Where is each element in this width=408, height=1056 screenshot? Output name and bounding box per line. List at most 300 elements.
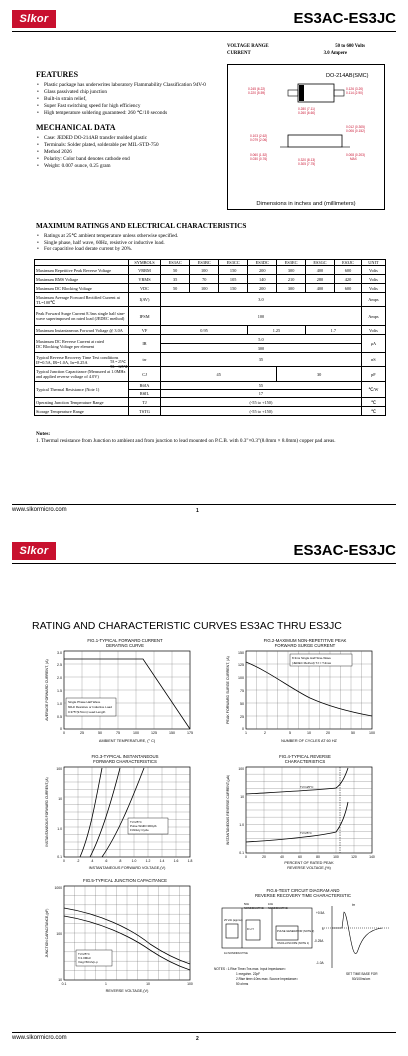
current-value: 3.0 Ampere — [323, 51, 347, 56]
table-cell: 1.25 — [248, 326, 306, 335]
tick-label: 25 — [80, 731, 84, 735]
fig3-xlabel: INSTANTANEOUS FORWARD VOLTAGE,(V) — [88, 866, 166, 870]
list-item: • Method 2026 — [36, 149, 221, 156]
table-cell: Amps — [361, 293, 385, 307]
table-cell: Volts — [361, 326, 385, 335]
part-label: 25 Vdc (approx) — [224, 919, 243, 922]
table-cell: 100 — [190, 284, 219, 293]
tick-label: 1 — [105, 982, 107, 986]
dim-label: 0.012 (0.305) — [346, 125, 365, 129]
tick-label: 1.4 — [159, 859, 165, 863]
list-item: • Ratings at 25℃ ambient temperature unless otherwise specified. — [36, 233, 386, 240]
tick-label: 0.1 — [239, 851, 244, 855]
table-cell: trr — [129, 353, 161, 367]
table-cell: Typical Thermal Resistance (Note 1) — [35, 382, 129, 398]
table-cell: 200 — [248, 266, 277, 275]
table-cell: ℃ — [361, 407, 385, 416]
tick-label: 40 — [280, 855, 284, 859]
table-cell: nS — [361, 353, 385, 367]
brand-logo: Slkor — [12, 542, 56, 560]
table-cell: 400 — [305, 284, 334, 293]
footer-url[interactable]: www.slkormicro.com — [12, 1035, 67, 1041]
page-footer — [12, 1032, 396, 1046]
legend-entry: TJ=25°C — [78, 952, 90, 956]
table-cell: TSTG — [129, 407, 161, 416]
table-cell: 50 — [161, 266, 190, 275]
tick-label: 150 — [169, 731, 175, 735]
tick-label: 50 — [351, 731, 355, 735]
tick-label: 3.0 — [57, 651, 62, 655]
fig5-title: FIG.5-TYPICAL JUNCTION CAPACITANCE — [83, 878, 167, 883]
tick-label: 2 — [264, 731, 266, 735]
table-row — [35, 284, 386, 293]
fig5-yticks — [54, 886, 62, 982]
table-cell: 300 — [277, 266, 305, 275]
table-row — [35, 382, 386, 390]
table-cell: RθJL — [129, 390, 161, 398]
tick-label: 100 — [56, 767, 62, 771]
dim-label: 0.103 (2.62) — [250, 134, 268, 138]
level-label: 0 — [322, 927, 324, 931]
legend-entry: 60Hz Resistive or Inductive Load — [68, 705, 112, 709]
table-cell: 150 — [219, 284, 248, 293]
tick-label: 1.0 — [57, 827, 62, 831]
page-header — [12, 10, 396, 32]
list-item: • Super Fast switching speed for high efficiency — [36, 103, 221, 110]
legend-entry: Vsig=50mVp-p — [78, 960, 98, 964]
table-cell: 600 — [335, 266, 362, 275]
table-cell: 100 — [161, 307, 362, 326]
fig1-plot — [40, 638, 210, 748]
fig5-plot — [40, 878, 210, 996]
table-row — [35, 293, 386, 307]
table-cell: 600 — [335, 284, 362, 293]
dim-label: 0.126 (3.20) — [346, 87, 364, 91]
tick-label: 1 — [245, 731, 247, 735]
page-number: 1 — [196, 508, 199, 514]
tick-label: 20 — [262, 855, 266, 859]
legend-entry: f=1.0MHz — [78, 956, 91, 960]
fig1-subtitle: DERATING CURVE — [105, 643, 145, 648]
footer-url[interactable]: www.slkormicro.com — [12, 507, 67, 513]
fig6-waveform — [322, 906, 390, 968]
table-cell: pF — [361, 367, 385, 382]
table-cell: ℃/W — [361, 382, 385, 398]
set-time-label: SET TIME BASE FOR — [346, 972, 378, 976]
table-cell: Maximum Average Forward Rectified Current at TL=100℃ — [35, 293, 129, 307]
package-caption: Dimensions in inches and (millimeters) — [256, 201, 356, 207]
ratings-section — [36, 222, 386, 253]
curve-label: TJ=125°C — [300, 785, 314, 789]
tick-label: 125 — [238, 663, 244, 667]
list-item: • Glass passivated chip junction — [36, 89, 221, 96]
table-cell: 70 — [190, 275, 219, 284]
tick-label: 2.0 — [57, 676, 62, 680]
tick-label: .2 — [76, 859, 80, 863]
tick-label: 1.5 — [57, 689, 62, 693]
list-item: • Terminals: Solder plated, solderable per MIL-STD-750 — [36, 142, 221, 149]
table-header: ES3GC — [305, 260, 334, 266]
fig2-xticks — [245, 731, 375, 735]
tick-label: 0 — [60, 727, 62, 731]
part-label: D.U.T. — [247, 928, 255, 931]
note-line: 50 ohms — [236, 982, 249, 986]
level-label: -1.0A — [316, 961, 324, 965]
table-cell: 0.95 — [161, 326, 248, 335]
page-title: ES3AC-ES3JC — [293, 10, 396, 27]
tick-label: 175 — [187, 731, 193, 735]
table-cell: (-55 to +150) — [161, 398, 362, 407]
dim-label: 0.320 (8.13) — [298, 158, 316, 162]
list-item: • Plastic package has underwrites laboratory Flammability Classification 94V-0 — [36, 82, 221, 89]
table-cell: Operating Junction Temperature Range — [35, 398, 129, 407]
fig1-xlabel: AMBIENT TEMPERATURE, (° C) — [98, 739, 156, 743]
table-cell: TJ — [129, 398, 161, 407]
fig5-ylabel: JUNCTION CAPACITANCE,(pF) — [45, 908, 49, 958]
table-cell: 45 — [161, 367, 277, 382]
table-cell: 35 — [161, 353, 362, 367]
table-cell: Volts — [361, 284, 385, 293]
legend-entry: 8.3ms Single Half Sine-Wave — [292, 656, 331, 660]
legend-entry: 1%Duty Cycle — [130, 828, 149, 832]
page-number: 2 — [196, 1036, 199, 1042]
fig4-xlabel: PERCENT OF RATED PEAK — [284, 861, 334, 865]
list-item: • Polarity: Color band denotes cathode end — [36, 156, 221, 163]
fig5-xlabel: REVERSE VOLTAGE,(V) — [105, 989, 149, 993]
fig1-title: FIG.1-TYPICAL FORWARD CURRENT — [87, 638, 163, 643]
dim-label: 0.245 (6.22) — [248, 87, 266, 91]
table-cell: 105 — [219, 275, 248, 284]
table-cell: Maximum RMS Voltage — [35, 275, 129, 284]
fig1-ylabel: AVERAGE FORWARD CURRENT, (A) — [45, 659, 49, 721]
voltage-range-value: 50 to 600 Volts — [335, 44, 365, 49]
note-line: 1 megohm. 22pF — [236, 972, 261, 976]
note-1: 1. Thermal resistance from Junction to ambient and from junction to lead mounted on P.C.B. with 0.3"×0.3"(8.0mm × 8.0mm) copper pad areas. — [36, 438, 336, 444]
table-cell: 3.0 — [161, 293, 362, 307]
tick-label: 1.2 — [145, 859, 151, 863]
tick-label: 25 — [240, 715, 244, 719]
tick-label: 10 — [58, 978, 62, 982]
part-label: PULSE GENERATOR (NOTE 2) — [277, 930, 315, 933]
table-cell: (-55 to +150) — [161, 407, 362, 416]
table-cell: Peak Forward Surge Current 8.3ms single half sine-wave superimposed on rated load (JEDEC method) — [35, 307, 129, 326]
list-item: • For capacitive load derate current by 20%. — [36, 246, 386, 253]
table-cell: Maximum Instantaneous Forward Voltage @ 3.0A — [35, 326, 129, 335]
tick-label: 10 — [146, 982, 150, 986]
table-header: UNIT — [361, 260, 385, 266]
fig4-title: FIG.4-TYPICAL REVERSE — [279, 754, 331, 759]
table-cell: Storage Temperature Range — [35, 407, 129, 416]
table-cell: 1.7 — [305, 326, 361, 335]
table-row — [35, 326, 386, 335]
table-cell: 400 — [305, 266, 334, 275]
trr-label: trr — [352, 903, 356, 907]
legend-entry: (JEDEC Method) TJ = TJmax — [292, 661, 332, 665]
tick-label: 20 — [326, 731, 330, 735]
fig5-xticks — [62, 982, 193, 986]
dim-label: 0.260 (6.60) — [298, 111, 316, 115]
table-row — [35, 353, 386, 367]
part-label: 10Ω — [268, 903, 273, 906]
table-cell: 280 — [305, 275, 334, 284]
table-cell: VDC — [129, 284, 161, 293]
dim-label: 0.280 (7.11) — [298, 107, 315, 111]
fig4-subtitle: CHARACTERISTICS — [284, 759, 326, 764]
table-cell: IR — [129, 335, 161, 353]
curves-heading: RATING AND CHARACTERISTIC CURVES ES3AC THRU ES3JC — [32, 620, 342, 632]
ratings-heading: MAXIMUM RATINGS AND ELECTRICAL CHARACTERISTICS — [36, 222, 247, 230]
tick-label: 100 — [56, 932, 62, 936]
table-cell: Typical Junction Capacitance (Measured at 1.0MHz and applied reverse voltage of 4.0V) — [35, 367, 129, 382]
part-label: OSCILLOSCOPE (NOTE 1) — [277, 942, 310, 945]
curve-label: TJ=25°C — [300, 831, 312, 835]
table-row — [35, 407, 386, 416]
fig4-reverse-characteristics — [220, 754, 390, 874]
table-header: ES3EC — [277, 260, 305, 266]
table-cell: RθJA — [129, 382, 161, 390]
tick-label: .6 — [104, 859, 108, 863]
tick-label: 1.0 — [131, 859, 137, 863]
table-row — [35, 307, 386, 326]
tick-label: 80 — [316, 855, 320, 859]
table-cell: Volts — [361, 275, 385, 284]
tick-label: 100 — [238, 767, 244, 771]
brand-logo: Slkor — [12, 10, 56, 28]
table-cell: Amps — [361, 307, 385, 326]
table-cell: Maximum DC Blocking Voltage — [35, 284, 129, 293]
fig2-ylabel: PEAK FORWARD SURGE CURRENT, (A) — [226, 656, 230, 724]
table-row — [35, 367, 386, 382]
tick-label: 100 — [333, 855, 339, 859]
fig1-derating-curve — [40, 638, 210, 748]
table-cell: 200 — [248, 284, 277, 293]
table-cell: 300 — [277, 284, 305, 293]
page-title: ES3AC-ES3JC — [293, 542, 396, 559]
tick-label: 50 — [240, 702, 244, 706]
notes-heading: Notes: — [36, 431, 51, 437]
table-cell: ℃ — [361, 398, 385, 407]
table-cell: 55 — [161, 382, 362, 390]
list-item: • Built-in strain relief, — [36, 96, 221, 103]
spec-summary — [227, 44, 385, 58]
fig2-surge-current — [220, 638, 390, 748]
tick-label: 150 — [238, 651, 244, 655]
fig3-xticks — [63, 859, 192, 863]
tick-label: 10 — [240, 795, 244, 799]
table-row — [35, 398, 386, 407]
part-label: 1Ω NONINDUCTIVE — [224, 952, 248, 955]
package-name: DO-214AB(SMC) — [326, 73, 369, 79]
ir-conditions — [110, 360, 128, 370]
table-cell: 210 — [277, 275, 305, 284]
fig1-xticks — [63, 731, 193, 735]
fig3-ylabel: INSTANTANEOUS FORWARD CURRENT,(A) — [45, 777, 49, 847]
legend-entry: Single Phase Half Wave — [68, 700, 101, 704]
table-cell: 420 — [335, 275, 362, 284]
table-cell: 100 — [190, 266, 219, 275]
tick-label: .8 — [118, 859, 122, 863]
tick-label: 5 — [289, 731, 291, 735]
tick-label: 75 — [116, 731, 120, 735]
fig1-yticks — [57, 651, 62, 731]
table-header: ES3CC — [219, 260, 248, 266]
table-cell: IFSM — [129, 307, 161, 326]
ratings-notes — [36, 233, 386, 253]
tick-label: 0 — [63, 859, 65, 863]
page-header — [12, 542, 396, 564]
table-cell: VF — [129, 326, 161, 335]
list-item: • Case: JEDED DO-214AB transfer molded plastic — [36, 135, 221, 142]
tick-label: 120 — [351, 855, 357, 859]
table-row — [35, 275, 386, 284]
tick-label: 1.0 — [239, 823, 244, 827]
table-header: ES3DC — [248, 260, 277, 266]
tick-label: 100 — [238, 676, 244, 680]
fig3-plot — [40, 754, 210, 874]
tick-label: 1.6 — [173, 859, 179, 863]
dim-label: 0.060 (1.52) — [250, 153, 268, 157]
ir-condition-25: TA = 25℃ — [110, 360, 126, 364]
fig4-plot — [220, 754, 390, 874]
dim-label: 0.006 (0.152) — [346, 129, 365, 133]
tick-label: 100 — [187, 982, 193, 986]
fig2-legend — [292, 656, 332, 665]
voltage-range-label: VOLTAGE RANGE — [227, 44, 269, 49]
fig2-xlabel: NUMBER OF CYCLES AT 60 HZ — [281, 739, 337, 743]
level-label: +0.5A — [316, 911, 325, 915]
tick-label: 0 — [63, 731, 65, 735]
table-row — [35, 335, 386, 344]
table-cell: 35 — [161, 275, 190, 284]
tick-label: 0.1 — [57, 855, 62, 859]
dim-label: 0.220 (5.59) — [248, 91, 266, 95]
table-cell: 140 — [248, 275, 277, 284]
tick-label: 1.8 — [187, 859, 193, 863]
page-footer — [12, 504, 396, 518]
part-label: NONINDUCTIVE — [244, 907, 264, 910]
table-cell: I(AV) — [129, 293, 161, 307]
ratings-table — [34, 259, 386, 416]
mechanical-list — [36, 135, 221, 170]
tick-label: 100 — [133, 731, 139, 735]
set-time-value: 50/100ns/cm — [352, 977, 371, 981]
mechanical-heading: MECHANICAL DATA — [36, 123, 116, 132]
table-cell: 300 — [161, 344, 362, 353]
features-list — [36, 82, 221, 117]
tick-label: 10 — [58, 797, 62, 801]
part-label: NONINDUCTIVE — [268, 907, 288, 910]
dim-label: 0.008 (0.203) — [346, 153, 365, 157]
level-label: -0.25A — [314, 939, 324, 943]
tick-label: 100 — [369, 731, 375, 735]
tick-label: 125 — [151, 731, 157, 735]
tick-label: 1000 — [54, 886, 62, 890]
legend-entry: Pulse Width=300μS — [130, 824, 157, 828]
dim-label: 0.305 (7.75) — [298, 162, 316, 166]
tick-label: 0 — [242, 727, 244, 731]
fig4-yticks — [238, 767, 244, 855]
tick-label: 0 — [245, 855, 247, 859]
table-header: SYMBOLS — [129, 260, 161, 266]
table-cell: 17 — [161, 390, 362, 398]
dim-label: MAX — [350, 157, 357, 161]
package-drawing — [227, 64, 385, 210]
fig6-diagram — [212, 888, 394, 998]
tick-label: 75 — [240, 689, 244, 693]
dim-label: 0.079 (2.06) — [250, 138, 268, 142]
table-cell: Volts — [361, 266, 385, 275]
tick-label: 50 — [98, 731, 102, 735]
table-cell: Typical Reverse Recovery Time Test conditions IF=0.5A, IR=1.0A, Irr=0.25A — [35, 353, 129, 367]
features-section — [36, 70, 221, 170]
notes-section — [36, 431, 376, 445]
note-line: NOTES : 1.Rise Time=7ns max. Input Impedance= — [214, 967, 286, 971]
table-header: ES3BC — [190, 260, 219, 266]
dim-label: 0.030 (0.76) — [250, 157, 268, 161]
tick-label: 0.1 — [61, 982, 67, 986]
fig6-title: FIG.6-TEST CIRCUIT DIAGRAM AND — [266, 888, 340, 893]
table-row — [35, 266, 386, 275]
tick-label: 140 — [369, 855, 375, 859]
package-outline-drawing — [228, 65, 384, 209]
table-cell: 5.0 — [161, 335, 362, 344]
fig6-notes — [214, 967, 378, 986]
fig2-plot — [220, 638, 390, 748]
tick-label: .4 — [90, 859, 94, 863]
ir-condition-125: TA = 125℃ — [110, 365, 128, 369]
fig3-yticks — [56, 767, 62, 859]
list-item: • High temperature soldering guaranteed: 260 ℃/10 seconds — [36, 110, 221, 117]
features-heading: FEATURES — [36, 70, 79, 79]
fig2-subtitle: FORWARD SURGE CURRENT — [274, 643, 336, 648]
note-line: 2.Rise time=10ns max. Source Impedance= — [236, 977, 299, 981]
tick-label: 10 — [307, 731, 311, 735]
table-cell: 50 — [161, 284, 190, 293]
table-header: ES3JC — [335, 260, 362, 266]
tick-label: 2.5 — [57, 663, 62, 667]
tick-label: 60 — [298, 855, 302, 859]
fig2-title: FIG.2-MAXIMUM NON-REPETITIVE PEAK — [263, 638, 347, 643]
table-cell — [35, 335, 129, 353]
dim-label: 0.114 (2.90) — [346, 91, 363, 95]
fig4-ylabel: INSTANTANEOUS REVERSE CURRENT,(μA) — [226, 774, 230, 846]
tick-label: 0.5 — [57, 715, 62, 719]
table-cell: CJ — [129, 367, 161, 382]
fig3-forward-characteristics — [40, 754, 210, 874]
fig3-title: FIG.3-TYPICAL INSTANTANEOUS — [91, 754, 159, 759]
ir-param: Maximum DC Reverse Current at rated DC Blocking Voltage per element — [36, 338, 104, 349]
table-cell: 30 — [277, 367, 361, 382]
datasheet-page-2 — [0, 528, 408, 1056]
part-label: 50Ω — [244, 903, 249, 906]
current-label: CURRENT — [227, 51, 251, 56]
fig3-subtitle: FORWARD CHARACTERISTICS — [93, 759, 157, 764]
legend-entry: TJ=25°C — [130, 820, 142, 824]
fig6-subtitle: REVERSE RECOVERY TIME CHARACTERISTIC — [255, 893, 351, 898]
table-cell: Maximum Repetitive Peak Reverse Voltage — [35, 266, 129, 275]
fig4-xticks — [245, 855, 375, 859]
legend-entry: 0.375"(9.5mm) Lead Length — [68, 710, 106, 714]
table-cell: 150 — [219, 266, 248, 275]
fig5-junction-capacitance — [40, 878, 210, 996]
table-cell: μA — [361, 335, 385, 353]
fig6-test-circuit — [212, 888, 394, 998]
table-header: ES3AC — [161, 260, 190, 266]
table-cell: VRRM — [129, 266, 161, 275]
list-item: • Weight: 0.007 ounce, 0.25 gram — [36, 163, 221, 170]
fig2-yticks — [238, 651, 244, 731]
table-cell: VRMS — [129, 275, 161, 284]
